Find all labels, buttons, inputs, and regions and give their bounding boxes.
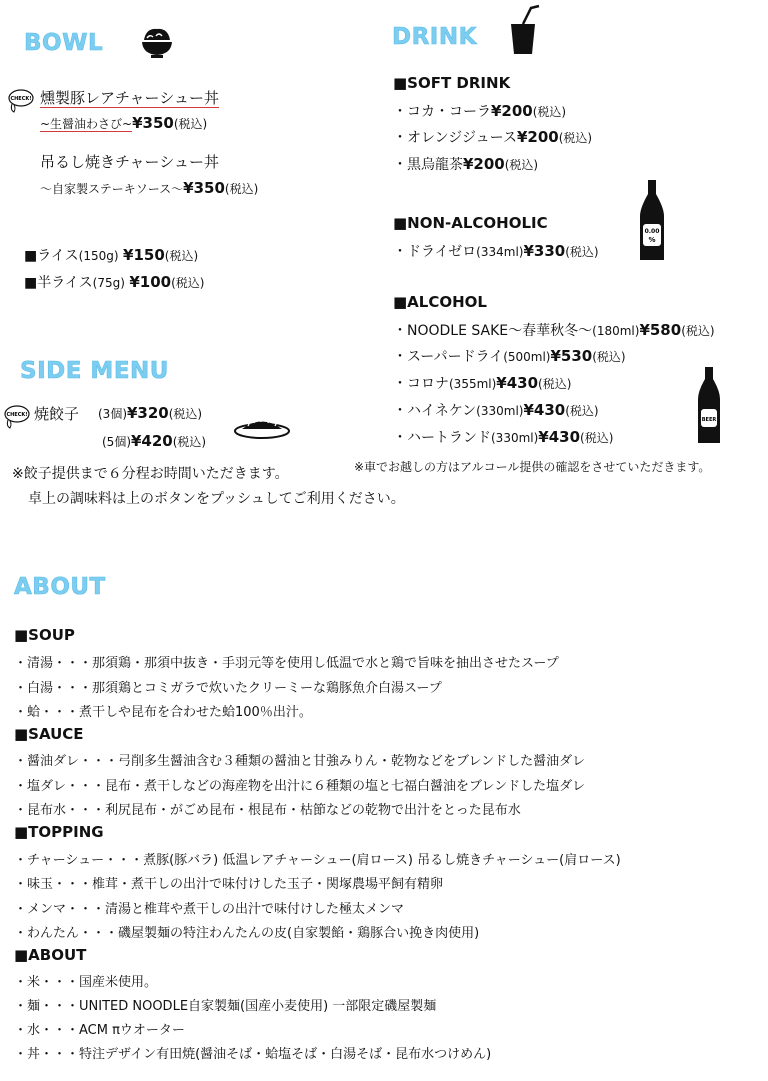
topping-item: ・メンマ・・・清湯と椎茸や煮干しの出汁で味付けした極太メンマ (14, 902, 405, 917)
soft-item: ・コカ・コーラ¥200(税込) (393, 102, 567, 120)
soft-item: ・黒烏龍茶¥200(税込) (393, 155, 539, 173)
drink-cup-icon (505, 4, 543, 56)
soup-item: ・清湯・・・那須鶏・那須中抜き・手羽元等を使用し低温で水と鶏で旨味を抽出させたスープ (14, 656, 559, 671)
drink-title: DRINK (392, 24, 477, 50)
sauce-head: ■SAUCE (14, 725, 84, 743)
alcohol-head: ■ALCOHOL (393, 293, 487, 311)
gyoza-name: 焼餃子 (34, 405, 80, 423)
bottle-label-zero: 0.00 (644, 228, 660, 235)
bottle-label-percent: % (648, 236, 656, 244)
topping-item: ・わんたん・・・磯屋製麺の特注わんたんの皮(自家製餡・鶏豚合い挽き肉使用) (14, 926, 480, 941)
condiment-note: 卓上の調味料は上のボタンをプッシュしてご利用ください。 (28, 491, 405, 507)
about-item: ・麺・・・UNITED NOODLE自家製麺(国産小麦使用) 一部限定磯屋製麺 (14, 999, 437, 1014)
check-badge-icon (4, 404, 30, 430)
check-label: CHECK! (10, 96, 32, 102)
alcohol-item: ・コロナ(355ml)¥430(税込) (393, 374, 572, 392)
bowl-title: BOWL (24, 30, 104, 56)
gyoza-note: ※餃子提供まで６分程お時間いただきます。 (12, 466, 289, 482)
soup-item: ・白湯・・・那須鶏とコミガラで炊いたクリーミーな鶏豚魚介白湯スープ (14, 681, 442, 696)
soup-item: ・蛤・・・煮干しや昆布を合わせた蛤100％出汁。 (14, 705, 312, 720)
bowl-item2-detail: ～自家製ステーキソース～¥350(税込) (40, 179, 259, 197)
non-alcoholic-item: ・ドライゼロ(334ml)¥330(税込) (393, 242, 599, 260)
about-item: ・水・・・ACM πウオーター (14, 1023, 185, 1038)
soft-drink-head: ■SOFT DRINK (393, 74, 511, 92)
rice-row: ■ライス(150g) ¥150(税込) (24, 246, 199, 264)
gyoza-5-row: (5個)¥420(税込) (102, 432, 207, 450)
alcohol-item: ・ハイネケン(330ml)¥430(税込) (393, 401, 599, 419)
sauce-item: ・昆布水・・・利尻昆布・がごめ昆布・根昆布・枯節などの乾物で出汁をとった昆布水 (14, 803, 521, 818)
sauce-item: ・塩ダレ・・・昆布・煮干しなどの海産物を出汁に６種類の塩と七福白醤油をブレンドした塩ダレ (14, 779, 586, 794)
rice-bowl-icon (138, 24, 176, 62)
about-title: ABOUT (14, 574, 106, 600)
check-badge-icon (8, 88, 34, 114)
soup-head: ■SOUP (14, 626, 75, 644)
about-sub-head: ■ABOUT (14, 946, 87, 964)
bowl-item1-detail: ~生醤油わさび~¥350(税込) (40, 114, 208, 132)
alcohol-note: ※車でお越しの方はアルコール提供の確認をさせていただきます。 (354, 460, 711, 474)
alcohol-item: ・ハートランド(330ml)¥430(税込) (393, 428, 614, 446)
side-menu-title: SIDE MENU (20, 358, 169, 384)
beer-bottle-icon (694, 365, 724, 445)
topping-item: ・味玉・・・椎茸・煮干しの出汁で味付けした玉子・関塚農場平飼有精卵 (14, 877, 444, 892)
non-alcoholic-head: ■NON-ALCOHOLIC (393, 214, 548, 232)
topping-head: ■TOPPING (14, 823, 104, 841)
bowl-item2-name: 吊るし焼きチャーシュー丼 (40, 153, 219, 171)
topping-item: ・チャーシュー・・・煮豚(豚バラ) 低温レアチャーシュー(肩ロース) 吊るし焼きチャーシュー(肩ロース) (14, 853, 621, 868)
gyoza-3-row: (3個)¥320(税込) (98, 404, 203, 422)
alcohol-item: ・スーパードライ(500ml)¥530(税込) (393, 347, 626, 365)
non-alcoholic-bottle-icon (636, 178, 668, 262)
about-item: ・丼・・・特注デザイン有田焼(醤油そば・蛤塩そば・白湯そば・昆布水つけめん) (14, 1047, 492, 1062)
sauce-item: ・醤油ダレ・・・弓削多生醤油含む３種類の醤油と甘強みりん・乾物などをブレンドした醤油ダレ (14, 754, 586, 769)
half-rice-row: ■半ライス(75g) ¥100(税込) (24, 273, 205, 291)
gyoza-plate-icon (234, 414, 290, 440)
bowl-item1-name: 燻製豚レアチャーシュー丼 (40, 89, 219, 107)
bottle-label-beer: BEER (701, 417, 717, 423)
about-item: ・米・・・国産米使用。 (14, 975, 158, 990)
alcohol-item: ・NOODLE SAKE～春華秋冬～(180ml)¥580(税込) (393, 321, 715, 339)
soft-item: ・オレンジジュース¥200(税込) (393, 128, 593, 146)
check-label: CHECK! (6, 412, 28, 418)
